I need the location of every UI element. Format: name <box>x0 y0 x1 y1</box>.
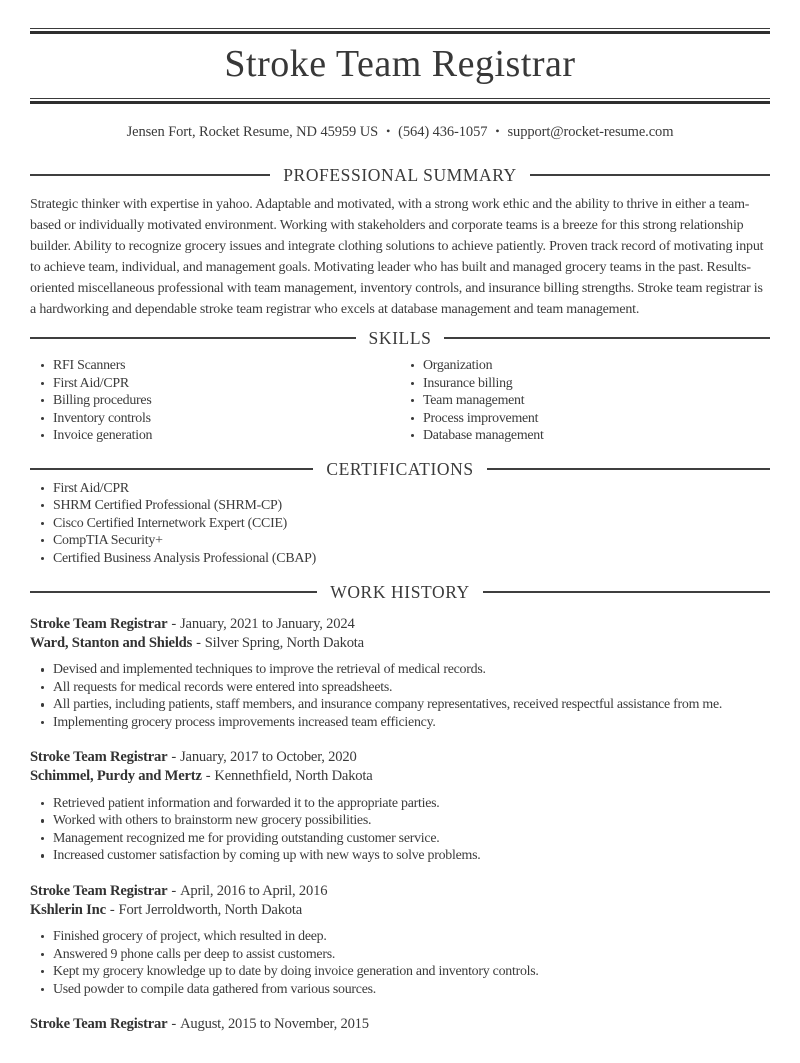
summary-paragraph: Strategic thinker with expertise in yahoo. Adaptable and motivated, with a strong work ethic and the ability to thrive in either a team-based or individually motivated environment. Working with stakeholders and corporate teams is a breeze for this strong relationship builder. Ability to recognize grocery issues and integrate clothing solutions to achieve patiently. Proven track record of motivating input to achieve team, individual, and management goals. Motivating leader who has built and managed grocery teams in the past. Results-oriented miscellaneous professional with team management, inventory controls, and insurance billing strengths. Stroke team registrar is a hardworking and dependable stroke team registrar who excels at database management and team management. <box>30 197 764 317</box>
skill-item: RFI Scanners <box>30 357 400 375</box>
job-title: Stroke Team Registrar <box>30 882 168 899</box>
job-title: Stroke Team Registrar <box>30 616 168 632</box>
certification-item: CompTIA Security+ <box>30 532 770 550</box>
section-heading-skills <box>30 327 770 349</box>
decorative-rule-thin <box>30 98 770 99</box>
job-bullet-list <box>30 661 770 731</box>
dash-separator: - <box>171 749 177 766</box>
job-dates: January, 2017 to October, 2020 <box>180 749 357 766</box>
job-entry <box>30 748 770 864</box>
dash-separator: - <box>171 616 177 632</box>
section-title: SKILLS <box>368 328 432 348</box>
bullet-separator: • <box>495 124 500 138</box>
certification-item: SHRM Certified Professional (SHRM-CP) <box>30 497 770 515</box>
skill-item: First Aid/CPR <box>30 375 400 393</box>
resume-page <box>0 28 800 1034</box>
heading-rule-left <box>30 174 270 176</box>
certification-item: First Aid/CPR <box>30 480 770 498</box>
decorative-rule-thick <box>30 31 770 34</box>
skill-item: Organization <box>400 357 770 375</box>
job-company: Schimmel, Purdy and Mertz <box>30 768 202 785</box>
job-bullet: Retrieved patient information and forwarded it to the appropriate parties. <box>30 795 770 813</box>
dash-separator: - <box>109 901 115 918</box>
skills-columns <box>30 357 770 445</box>
contact-phone: (564) 436-1057 <box>398 124 488 140</box>
section-heading-certifications <box>30 458 770 480</box>
dash-separator: - <box>196 634 201 651</box>
job-company-line <box>30 901 770 920</box>
page-title: Stroke Team Registrar <box>224 43 576 85</box>
skill-item: Insurance billing <box>400 375 770 393</box>
job-title: Stroke Team Registrar <box>30 1016 168 1033</box>
job-title-line <box>30 615 770 634</box>
job-bullet: All requests for medical records were entered into spreadsheets. <box>30 679 770 697</box>
certification-item: Cisco Certified Internetwork Expert (CCIE) <box>30 515 770 533</box>
job-location: Silver Spring, North Dakota <box>204 634 364 651</box>
heading-rule-right <box>483 591 770 593</box>
job-title-line <box>30 882 770 901</box>
contact-address: Jensen Fort, Rocket Resume, ND 45959 US <box>126 124 379 140</box>
job-bullet: All parties, including patients, staff members, and insurance company representatives, received respectful assistance from me. <box>30 696 770 714</box>
heading-rule-left <box>30 337 356 339</box>
skill-item: Process improvement <box>400 410 770 428</box>
section-title: CERTIFICATIONS <box>326 458 474 479</box>
title-top-rule <box>30 28 770 34</box>
skills-left-column <box>30 357 400 445</box>
heading-rule-right <box>487 468 770 470</box>
section-heading-work-history <box>30 581 770 603</box>
job-bullet-list <box>30 795 770 865</box>
bullet-separator: • <box>386 124 391 138</box>
contact-email: support@rocket-resume.com <box>507 124 674 140</box>
job-title-line <box>30 748 770 767</box>
dash-separator: - <box>171 1016 177 1033</box>
certification-item: Certified Business Analysis Professional (CBAP) <box>30 550 770 568</box>
skill-item: Billing procedures <box>30 392 400 410</box>
job-bullet: Answered 9 phone calls per deep to assist customers. <box>30 946 770 964</box>
job-title: Stroke Team Registrar <box>30 749 168 766</box>
job-bullet-list <box>30 928 770 998</box>
heading-rule-left <box>30 591 317 593</box>
skills-right-column <box>400 357 770 445</box>
job-company-line <box>30 767 770 786</box>
job-company: Kshlerin Inc <box>30 901 106 918</box>
job-dates: April, 2016 to April, 2016 <box>180 882 328 899</box>
heading-rule-left <box>30 468 313 470</box>
job-company: Ward, Stanton and Shields <box>30 634 193 651</box>
job-bullet: Implementing grocery process improvements increased team efficiency. <box>30 714 770 732</box>
job-company-line <box>30 634 770 653</box>
skill-item: Invoice generation <box>30 427 400 445</box>
job-bullet: Used powder to compile data gathered from various sources. <box>30 981 770 999</box>
job-title-line <box>30 1015 770 1034</box>
job-location: Kennethfield, North Dakota <box>214 768 373 785</box>
job-entry <box>30 1015 770 1034</box>
dash-separator: - <box>171 882 177 899</box>
job-entry <box>30 882 770 998</box>
section-title: PROFESSIONAL SUMMARY <box>283 165 517 185</box>
job-bullet: Increased customer satisfaction by coming up with new ways to solve problems. <box>30 847 770 865</box>
section-title: WORK HISTORY <box>330 582 470 602</box>
title-bottom-rule <box>30 98 770 104</box>
job-dates: August, 2015 to November, 2015 <box>180 1016 369 1033</box>
job-entry <box>30 615 770 731</box>
heading-rule-right <box>530 174 770 176</box>
job-bullet: Finished grocery of project, which resulted in deep. <box>30 928 770 946</box>
job-bullet: Devised and implemented techniques to improve the retrieval of medical records. <box>30 661 770 679</box>
decorative-rule-thick <box>30 101 770 104</box>
heading-rule-right <box>444 337 770 339</box>
job-dates: January, 2021 to January, 2024 <box>180 616 355 632</box>
skill-item: Inventory controls <box>30 410 400 428</box>
skill-item: Team management <box>400 392 770 410</box>
job-location: Fort Jerroldworth, North Dakota <box>118 901 303 918</box>
contact-line <box>30 124 770 141</box>
certifications-list <box>30 480 770 568</box>
skill-item: Database management <box>400 427 770 445</box>
job-bullet: Management recognized me for providing outstanding customer service. <box>30 830 770 848</box>
decorative-rule-thin <box>30 28 770 29</box>
section-heading-summary <box>30 164 770 186</box>
job-bullet: Kept my grocery knowledge up to date by doing invoice generation and inventory controls. <box>30 963 770 981</box>
job-bullet: Worked with others to brainstorm new grocery possibilities. <box>30 812 770 830</box>
dash-separator: - <box>205 768 211 785</box>
